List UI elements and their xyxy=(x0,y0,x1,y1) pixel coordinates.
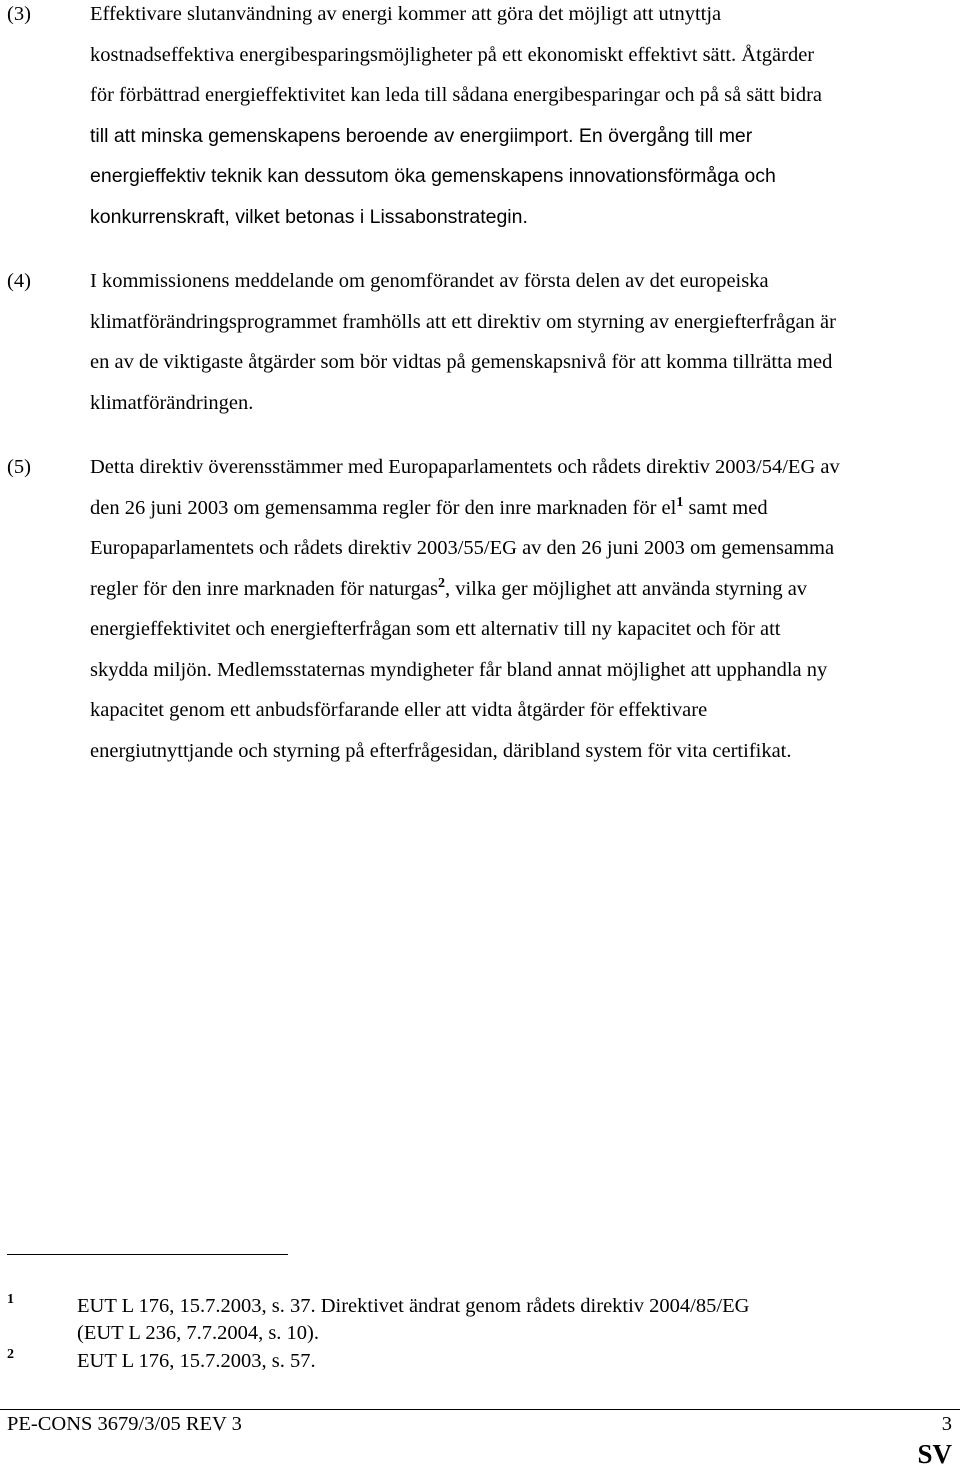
footnote-reference[interactable]: 2 xyxy=(437,575,445,591)
paragraph-line xyxy=(90,569,960,610)
footnote-line: EUT L 176, 15.7.2003, s. 37. Direktivet ändrat genom rådets direktiv 2004/85/EG xyxy=(77,1295,750,1317)
paragraph-line-mixed xyxy=(90,116,960,157)
paragraph-body xyxy=(90,261,960,423)
paragraph-line-text: den 26 juni 2003 om gemensamma regler för den inre marknaden för el xyxy=(90,496,677,519)
paragraph-body xyxy=(90,0,960,237)
footnote-line: (EUT L 236, 7.7.2004, s. 10). xyxy=(77,1322,319,1344)
paragraph-line xyxy=(90,488,960,529)
document-reference: PE-CONS 3679/3/05 REV 3 xyxy=(7,1413,242,1435)
paragraph-line-text: regler för den inre marknaden för naturgas xyxy=(90,577,438,600)
paragraph-line: kapacitet genom ett anbudsförfarande eller att vidta åtgärder för effektivare xyxy=(90,699,708,721)
footnote-number: 2 xyxy=(7,1347,14,1362)
footnote-separator xyxy=(7,1254,288,1255)
paragraph-line: en av de viktigaste åtgärder som bör vidtas på gemenskapsnivå för att komma tillrätta med xyxy=(90,351,833,373)
paragraph-line: energiutnyttjande och styrning på efterfrågesidan, däribland system för vita certifikat. xyxy=(90,739,792,762)
paragraph-line-text: , vilka ger möjlighet att använda styrning av xyxy=(444,577,808,600)
footnote-text xyxy=(77,1348,316,1375)
footnote-number: 1 xyxy=(7,1292,14,1307)
paragraph-line: Detta direktiv överensstämmer med Europaparlamentets och rådets direktiv 2003/54/EG av xyxy=(90,456,840,478)
paragraph-line: Effektivare slutanvändning av energi kommer att göra det möjligt att utnyttja xyxy=(90,3,722,25)
language-code: SV xyxy=(917,1439,952,1469)
paragraph-number: (3) xyxy=(7,3,31,25)
paragraph-line-text: samt med xyxy=(683,496,768,519)
paragraph-number: (4) xyxy=(7,270,31,292)
paragraph-line: konkurrenskraft, vilket betonas i Lissabonstrategin. xyxy=(90,205,528,228)
footnote-text xyxy=(77,1293,749,1347)
paragraph-line: energieffektiv teknik kan dessutom öka gemenskapens innovationsförmåga och xyxy=(90,165,776,187)
paragraph-line-text: till att minska gemenskapens beroende av energiimport. xyxy=(90,124,574,147)
paragraph-line: skydda miljön. Medlemsstaternas myndigheter får bland annat möjlighet att upphandla ny xyxy=(90,658,828,681)
paragraph-line: klimatförändringen. xyxy=(90,391,254,414)
footnote-reference[interactable]: 1 xyxy=(676,494,684,510)
paragraph-line: I kommissionens meddelande om genomförandet av första delen av det europeiska xyxy=(90,270,769,292)
paragraph-line: energieffektivitet och energiefterfrågan som ett alternativ till ny kapacitet och för att xyxy=(90,618,781,640)
page-number: 3 xyxy=(941,1413,952,1435)
paragraph-line: klimatförändringsprogrammet framhölls att ett direktiv om styrning av energiefterfrågan är xyxy=(90,310,836,333)
paragraph-line: för förbättrad energieffektivitet kan leda till sådana energibesparingar och på så sätt bidra xyxy=(90,84,823,106)
paragraph-line-text: En övergång till mer xyxy=(578,124,753,147)
paragraph-line: Europaparlamentets och rådets direktiv 2003/55/EG av den 26 juni 2003 om gemensamma xyxy=(90,537,835,559)
footnote-line: EUT L 176, 15.7.2003, s. 57. xyxy=(77,1350,316,1372)
paragraph-number: (5) xyxy=(7,456,31,478)
paragraph-line: kostnadseffektiva energibesparingsmöjligheter på ett ekonomiskt effektivt sätt. Åtgärder xyxy=(90,43,815,66)
paragraph-body xyxy=(90,447,960,771)
